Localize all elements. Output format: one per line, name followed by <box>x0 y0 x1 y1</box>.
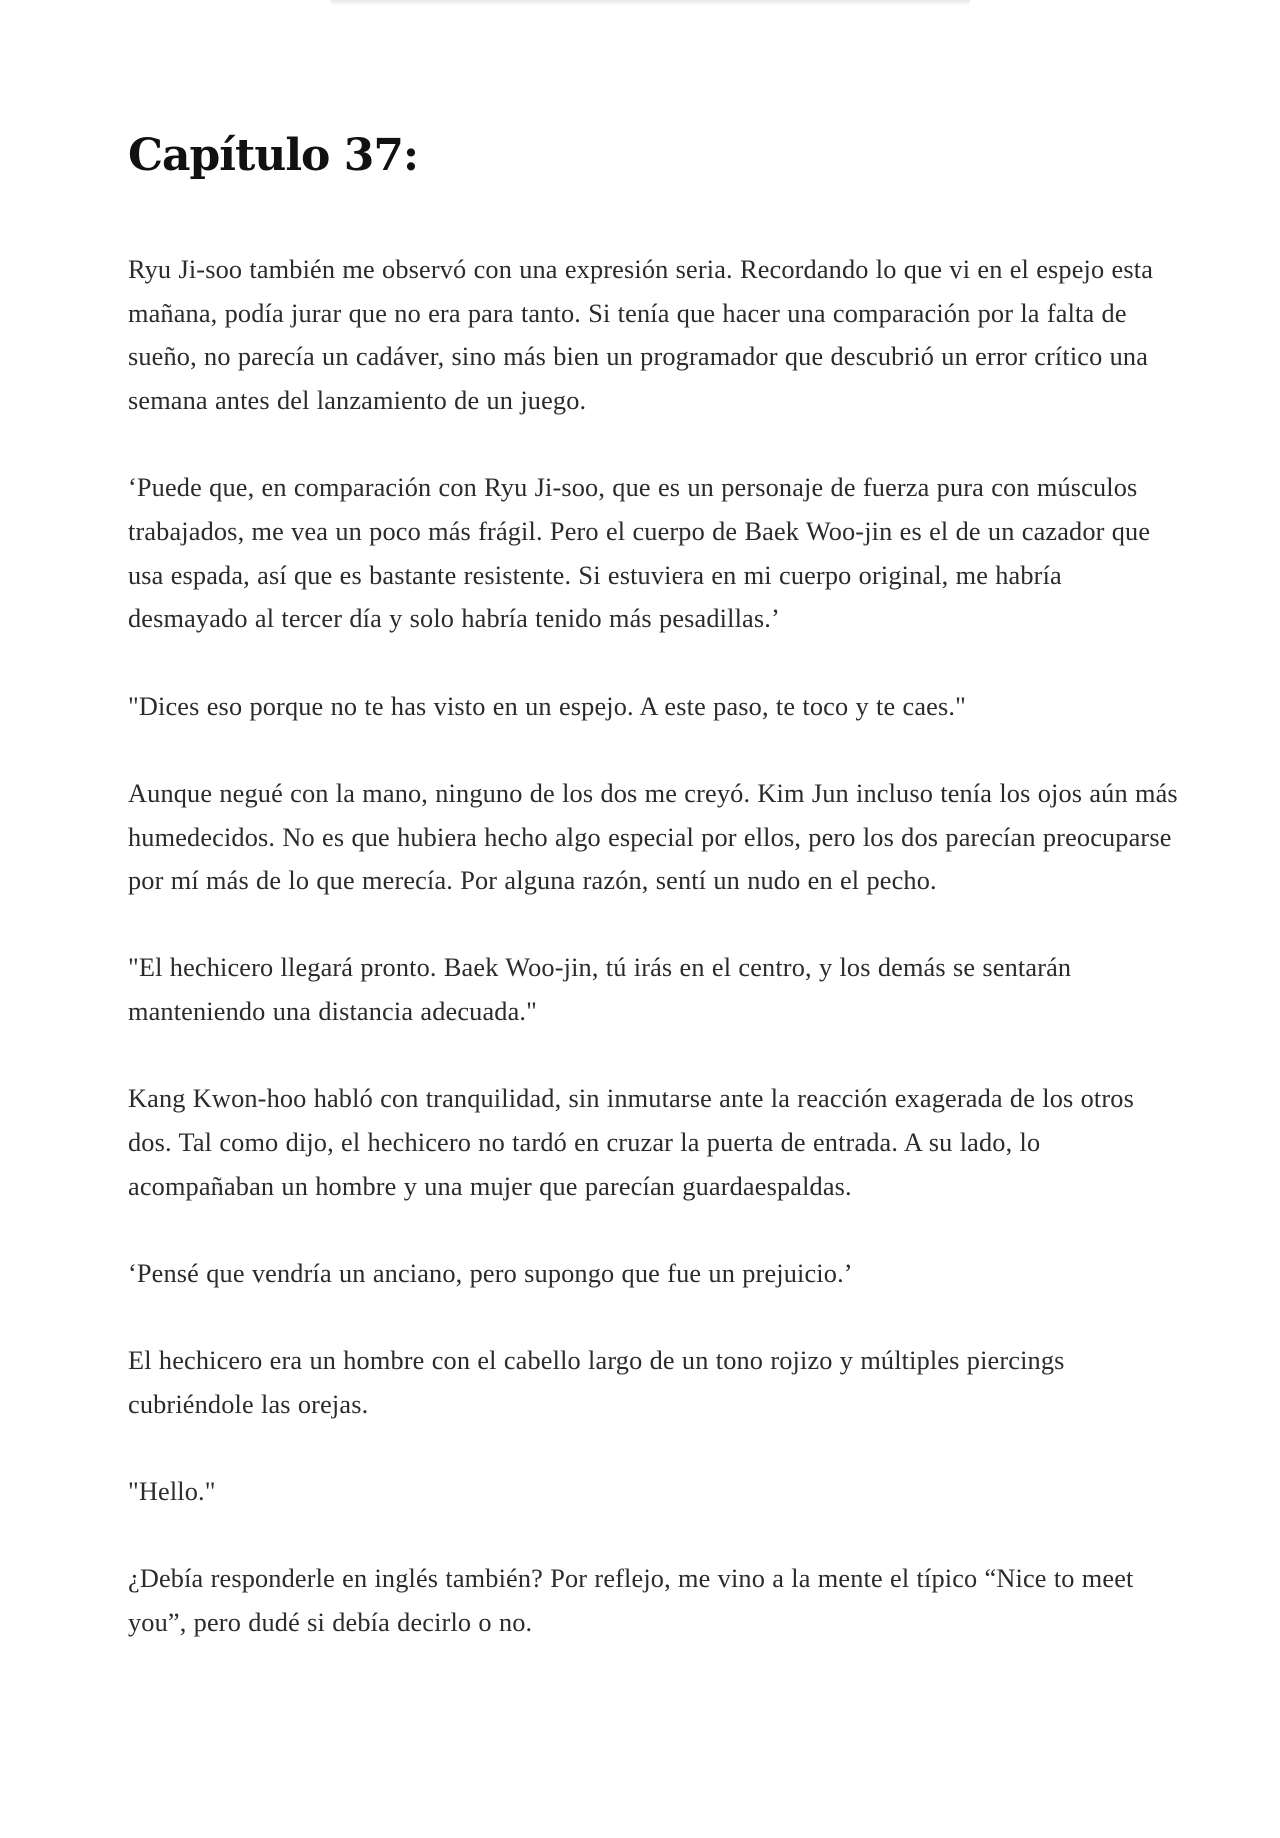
paragraph: "Dices eso porque no te has visto en un espejo. A este paso, te toco y te caes." <box>128 691 966 721</box>
paragraph: ‘Puede que, en comparación con Ryu Ji-soo, que es un personaje de fuerza pura con músculos trabajados, me vea un poco más frágil. Pero el cuerpo de Baek Woo-jin es el de un cazador que usa espada, así que es bastante resistente. Si estuviera en mi cuerpo original, me habría desmayado al tercer día y solo habría tenido más pesadillas.’ <box>128 473 1151 634</box>
chapter-title: Capítulo 37: <box>128 130 419 181</box>
paragraph: ‘Pensé que vendría un anciano, pero supongo que fue un prejuicio.’ <box>128 1258 853 1288</box>
paragraph: Ryu Ji-soo también me observó con una expresión seria. Recordando lo que vi en el espejo esta mañana, podía jurar que no era para tanto. Si tenía que hacer una comparación por la falta de sueño, no parecía un cadáver, sino más bien un programador que descubrió un error crítico una semana antes del lanzamiento de un juego. <box>128 255 1154 416</box>
paragraph: "El hechicero llegará pronto. Baek Woo-jin, tú irás en el centro, y los demás se sentarán manteniendo una distancia adecuada." <box>128 953 1072 1027</box>
paragraph: Kang Kwon-hoo habló con tranquilidad, sin inmutarse ante la reacción exagerada de los otros dos. Tal como dijo, el hechicero no tardó en cruzar la puerta de entrada. A su lado, lo acompañaban un hombre y una mujer que parecían guardaespaldas. <box>128 1084 1134 1201</box>
chapter-body <box>128 248 1180 1688</box>
paragraph: El hechicero era un hombre con el cabello largo de un tono rojizo y múltiples piercings cubriéndole las orejas. <box>128 1346 1065 1419</box>
paragraph: Aunque negué con la mano, ninguno de los dos me creyó. Kim Jun incluso tenía los ojos aún más humedecidos. No es que hubiera hecho algo especial por ellos, pero los dos parecían preocuparse por mí más de lo que merecía. Por alguna razón, sentí un nudo en el pecho. <box>128 778 1178 896</box>
paragraph: "Hello." <box>128 1477 216 1507</box>
top-scroll-shadow <box>330 0 970 6</box>
paragraph: ¿Debía responderle en inglés también? Por reflejo, me vino a la mente el típico “Nice to meet you”, pero dudé si debía decirlo o no. <box>128 1564 1134 1637</box>
